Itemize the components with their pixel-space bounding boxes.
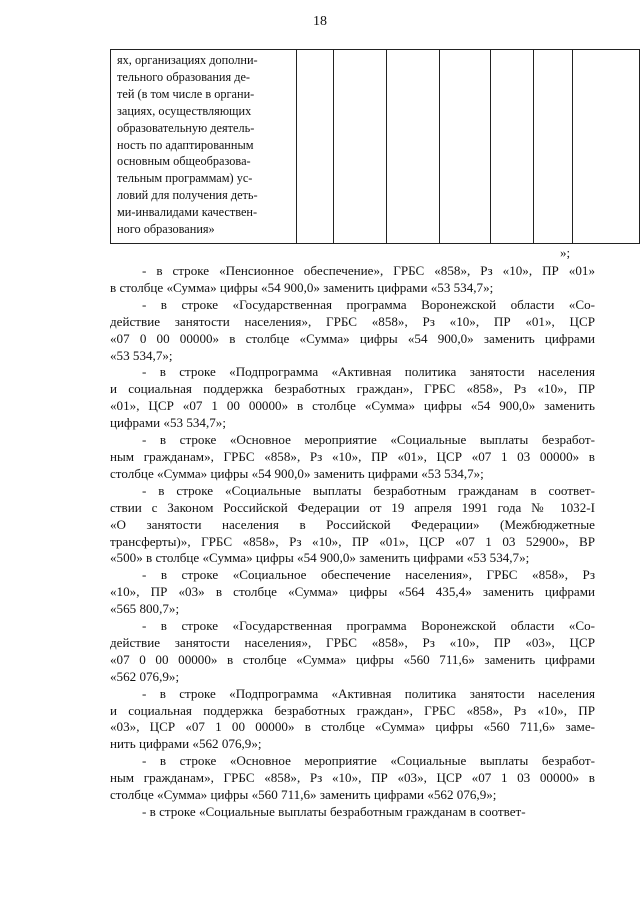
text-line: ствии с Законом Российской Федерации от 19 апреля 1991 года № 1032-I bbox=[110, 499, 595, 515]
text-line: «500» в столбце «Сумма» цифры «54 900,0» заменить цифрами «53 534,7»; bbox=[110, 550, 530, 566]
cell-line: тей (в том числе в органи- bbox=[117, 86, 255, 101]
cell-line: тельным программам) ус- bbox=[117, 171, 253, 186]
text-line: - в строке «Пенсионное обеспечение», ГРБС «858», Рз «10», ПР «01» bbox=[142, 263, 595, 278]
text-line: «03», ЦСР «07 1 00 00000» в столбце «Сумма» цифры «560 711,6» заме- bbox=[110, 719, 595, 735]
table-row bbox=[111, 50, 640, 244]
text-line: - в строке «Основное мероприятие «Социальные выплаты безработ- bbox=[142, 432, 595, 448]
text-line: действие занятости населения», ГРБС «858», Рз «10», ПР «01», ЦСР bbox=[110, 313, 595, 329]
amendment-paragraph bbox=[110, 483, 595, 568]
amendment-paragraph bbox=[110, 686, 595, 754]
cell-line: зациях, осуществляющих bbox=[117, 103, 252, 118]
text-line: «10», ПР «03» в столбце «Сумма» цифры «564 435,4» заменить цифрами bbox=[110, 584, 595, 600]
text-line: в столбце «Сумма» цифры «54 900,0» заменить цифрами «53 534,7»; bbox=[110, 279, 494, 295]
continued-table bbox=[110, 49, 640, 244]
description-cell bbox=[111, 50, 297, 244]
page-number: 18 bbox=[313, 14, 327, 29]
text-line: «07 0 00 00000» в столбце «Сумма» цифры «54 900,0» заменить цифрами bbox=[110, 330, 595, 346]
cell-line: образовательную деятель- bbox=[117, 120, 255, 135]
amendment-paragraph bbox=[110, 753, 595, 804]
cell-line: тельного образования де- bbox=[117, 69, 251, 84]
text-line: «07 0 00 00000» в столбце «Сумма» цифры «560 711,6» заменить цифрами bbox=[110, 651, 595, 667]
amendment-text bbox=[110, 263, 595, 821]
amendment-paragraph bbox=[110, 804, 595, 821]
amendment-paragraph bbox=[110, 432, 595, 483]
cell-line: ях, организациях дополни- bbox=[117, 53, 258, 67]
text-line: нить цифрами «562 076,9»; bbox=[110, 736, 262, 752]
text-line: - в строке «Социальное обеспечение населения», ГРБС «858», Рз bbox=[142, 567, 595, 583]
text-line: трансферты)», ГРБС «858», Рз «10», ПР «01», ЦСР «07 1 03 52900», ВР bbox=[110, 533, 595, 549]
amendment-paragraph bbox=[110, 263, 595, 297]
text-line: ным гражданам», ГРБС «858», Рз «10», ПР «03», ЦСР «07 1 03 00000» в bbox=[110, 770, 595, 786]
text-line: - в строке «Государственная программа Воронежской области «Со- bbox=[142, 296, 595, 312]
text-line: - в строке «Подпрограмма «Активная политика занятости населения bbox=[142, 364, 595, 380]
cell-line: ми-инвалидами качествен- bbox=[117, 205, 258, 220]
amendment-paragraph bbox=[110, 364, 595, 432]
text-line: - в строке «Социальные выплаты безработным гражданам в соответ- bbox=[142, 482, 595, 498]
text-line: «53 534,7»; bbox=[110, 347, 173, 363]
text-line: и социальная поддержка безработных граждан», ГРБС «858», Рз «10», ПР bbox=[110, 381, 595, 397]
amendment-paragraph bbox=[110, 567, 595, 618]
empty-cell bbox=[333, 50, 386, 244]
text-line: - в строке «Основное мероприятие «Социальные выплаты безработ- bbox=[142, 753, 595, 769]
empty-cell bbox=[490, 50, 533, 244]
amendment-paragraph bbox=[110, 297, 595, 365]
text-line: цифрами «53 534,7»; bbox=[110, 415, 226, 431]
text-line: - в строке «Государственная программа Воронежской области «Со- bbox=[142, 618, 595, 634]
empty-cell bbox=[533, 50, 572, 244]
empty-cell bbox=[573, 50, 640, 244]
cell-line: ного образования» bbox=[117, 222, 215, 237]
text-line: «01», ЦСР «07 1 00 00000» в столбце «Сумма» цифры «54 900,0» заменить bbox=[110, 398, 595, 414]
text-line: действие занятости населения», ГРБС «858», Рз «10», ПР «03», ЦСР bbox=[110, 634, 595, 650]
text-line: «562 076,9»; bbox=[110, 668, 180, 684]
text-line: ным гражданам», ГРБС «858», Рз «10», ПР «01», ЦСР «07 1 03 00000» в bbox=[110, 448, 595, 464]
cell-line: ловий для получения деть- bbox=[117, 188, 258, 203]
cell-line: основным общеобразова- bbox=[117, 154, 251, 169]
text-line: «О занятости населения в Российской Федерации» (Межбюджетные bbox=[110, 516, 595, 532]
empty-cell bbox=[439, 50, 490, 244]
text-line: «565 800,7»; bbox=[110, 601, 180, 617]
empty-cell bbox=[297, 50, 333, 244]
text-line: столбце «Сумма» цифры «560 711,6» заменить цифрами «562 076,9»; bbox=[110, 787, 497, 803]
amendment-paragraph bbox=[110, 618, 595, 686]
table-closing-quote: »; bbox=[560, 245, 571, 260]
text-line: - в строке «Подпрограмма «Активная политика занятости населения bbox=[142, 685, 595, 701]
empty-cell bbox=[386, 50, 439, 244]
text-line: - в строке «Социальные выплаты безработным гражданам в соответ- bbox=[142, 804, 526, 819]
cell-line: ность по адаптированным bbox=[117, 137, 254, 152]
text-line: и социальная поддержка безработных граждан», ГРБС «858», Рз «10», ПР bbox=[110, 702, 595, 718]
text-line: столбце «Сумма» цифры «54 900,0» заменить цифрами «53 534,7»; bbox=[110, 465, 484, 481]
